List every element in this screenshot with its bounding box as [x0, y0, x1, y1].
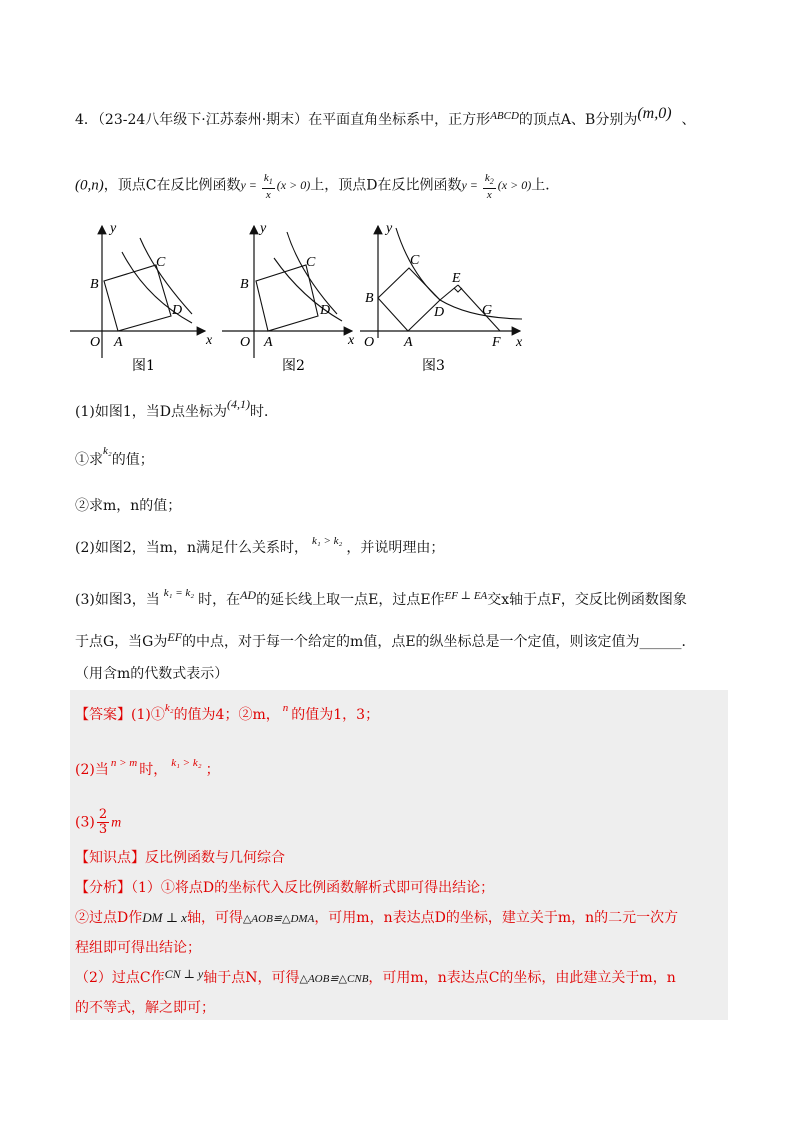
point-a-coord: (m,0) — [637, 105, 672, 122]
part-2-text: (2)如图2，当m，n满足什么关系时， — [75, 540, 309, 556]
question-text: ，顶点C在反比例函数 — [103, 177, 241, 194]
fig1-label-a: A — [114, 335, 123, 350]
fig1-caption: 图1 — [132, 358, 155, 374]
part-1-text-end: 时． — [249, 404, 278, 420]
fig1-curve-k1 — [140, 238, 192, 314]
k1-gt-k2: k₁ > k₂ — [312, 535, 343, 547]
answer-k2: k₂ — [164, 702, 174, 714]
analysis-dm-perp: DM ⊥ x — [142, 910, 187, 925]
fig3-line-ef — [458, 285, 500, 331]
k2-symbol: k₂ — [103, 445, 112, 457]
answer-text: (3) — [75, 814, 95, 831]
fig2-label-o: O — [240, 335, 251, 350]
answer-label: 【答案】 — [75, 707, 131, 723]
fig1-label-d: D — [172, 303, 183, 318]
question-text: 上． — [531, 177, 560, 194]
part-1-ii-text: ②求m，n的值； — [75, 498, 182, 514]
knowledge-point-line — [75, 848, 285, 868]
part-1-i-line — [75, 445, 154, 471]
part-3-line-2 — [75, 632, 696, 652]
analysis-cn-perp: CN ⊥ y — [164, 967, 204, 981]
answer-n: n — [282, 702, 289, 714]
answer-text: (2)当 — [75, 762, 109, 778]
fig2-curve-k1 — [287, 232, 337, 314]
part-1-ii-line — [75, 496, 181, 516]
fig2-label-x: x — [348, 333, 355, 348]
answer-n-gt-m: n > m — [110, 757, 138, 769]
question-line-2 — [75, 172, 559, 201]
analysis-text: （1）①将点D的坐标代入反比例函数解析式即可得出结论； — [131, 880, 495, 896]
fig3-square — [378, 268, 440, 331]
analysis-text: 轴于点N，可得 — [203, 970, 300, 986]
fig3-label-g: G — [482, 303, 493, 318]
knowledge-text: 反比例函数与几何综合 — [145, 850, 285, 866]
fig3-label-a: A — [404, 335, 413, 350]
question-text: 的顶点A、B分别为 — [518, 112, 638, 128]
fig2-caption: 图2 — [282, 358, 305, 374]
answer-k1-gt-k2: k₁ > k₂ — [171, 757, 202, 769]
answer-text: (1)① — [131, 707, 165, 723]
fig2-label-b: B — [240, 277, 249, 292]
analysis-text: （2）过点C作 — [75, 970, 165, 986]
part-3-text: 时，在 — [198, 592, 241, 608]
question-text: 、 — [681, 112, 696, 128]
part-3-line-3 — [75, 664, 228, 684]
analysis-text: 程组即可得出结论； — [75, 940, 201, 956]
part-1-text: (1)如图1，当D点坐标为 — [75, 404, 227, 420]
analysis-text: ，可用m，n表达点D的坐标，建立关于m，n的二元一次方 — [314, 910, 679, 926]
segment-ad: AD — [240, 588, 257, 602]
answer-line-3 — [75, 808, 121, 837]
analysis-text: 的不等式，解之即可； — [75, 1000, 215, 1016]
part-1-i-text-end: 的值； — [111, 452, 154, 468]
part-3-text: 的延长线上取一点E，过点E作 — [256, 592, 445, 608]
function-1: y = $\frac{k_1}{x}$ (x > 0) — [240, 172, 311, 202]
analysis-line-4 — [75, 968, 676, 989]
part-3-line-1 — [75, 587, 687, 611]
figures-svg — [60, 218, 540, 378]
question-number: 4． — [75, 112, 98, 128]
answer-text: 时， — [139, 762, 168, 778]
fig3-label-e: E — [452, 271, 461, 286]
part-3-text: （用含m的代数式表示） — [75, 666, 229, 682]
part-2-text-end: ，并说明理由； — [346, 540, 445, 556]
answer-line-2 — [75, 757, 220, 781]
fig2-label-y: y — [260, 221, 267, 236]
figure-2 — [222, 221, 355, 374]
answer-text: ； — [205, 762, 220, 778]
point-d-coord: (4,1) — [226, 397, 250, 411]
analysis-text: ②过点D作 — [75, 910, 143, 926]
fig3-label-y: y — [386, 221, 393, 236]
segment-ef: EF — [167, 630, 183, 644]
point-b-coord: (0,n) — [75, 177, 104, 194]
knowledge-label: 【知识点】 — [75, 850, 145, 866]
part-1-i-text: ①求 — [75, 452, 103, 468]
part-3-text: 的中点，对于每一个给定的m值，点E的纵坐标总是一个定值，则该定值为______． — [182, 634, 696, 650]
fig3-caption: 图3 — [422, 358, 445, 374]
analysis-line-5 — [75, 998, 215, 1018]
answer-fraction: $\frac{2}{3}$ — [98, 807, 108, 837]
fig2-label-d: D — [320, 303, 331, 318]
fig1-label-y: y — [110, 221, 117, 236]
fig3-label-d: D — [434, 305, 445, 320]
function-2: y = $\frac{k_2}{x}$ (x > 0) — [461, 172, 532, 202]
part-3-text: 交x轴于点F，交反比例函数图象 — [487, 592, 687, 608]
fig2-label-c: C — [306, 255, 316, 270]
analysis-text: ，可用m，n表达点C的坐标，由此建立关于m，n — [368, 970, 676, 986]
figure-1 — [70, 221, 213, 374]
fig3-right-angle — [454, 288, 462, 292]
question-source: （23-24八年级下·江苏泰州·期末） — [97, 112, 309, 128]
question-line-1 — [75, 105, 696, 131]
fig1-label-b: B — [90, 277, 99, 292]
part-3-text: (3)如图3，当 — [75, 592, 160, 608]
analysis-line-3 — [75, 938, 201, 958]
analysis-line-2 — [75, 908, 678, 929]
analysis-text: 轴，可得 — [186, 910, 243, 926]
answer-line-1 — [75, 702, 380, 726]
fig3-label-x: x — [516, 335, 523, 350]
answer-text: 的值为4；②m， — [173, 707, 280, 723]
part-3-text: 于点G，当G为 — [75, 634, 168, 650]
answer-m: m — [111, 815, 122, 831]
fig1-label-x: x — [206, 333, 213, 348]
k1-eq-k2: k₁ = k₂ — [163, 587, 195, 599]
figure-3 — [360, 221, 523, 374]
square-name: ABCD — [490, 110, 519, 122]
part-1-line — [75, 397, 278, 422]
analysis-label: 【分析】 — [75, 880, 131, 896]
question-text: 上，顶点D在反比例函数 — [310, 177, 462, 194]
fig1-label-c: C — [156, 255, 166, 270]
question-text: 在平面直角坐标系中，正方形 — [308, 112, 491, 128]
analysis-congruence-1: △AOB≌△DMA — [242, 913, 315, 925]
ef-perp-ea: EF ⊥ EA — [444, 590, 488, 602]
fig3-ad-extension — [440, 285, 458, 300]
analysis-congruence-2: △AOB≌△CNB — [299, 973, 369, 985]
fig3-label-c: C — [410, 253, 420, 268]
fig3-label-o: O — [364, 335, 375, 350]
answer-text: 的值为1，3； — [291, 707, 380, 723]
analysis-line-1 — [75, 878, 494, 898]
fig2-label-a: A — [264, 335, 273, 350]
part-2-line — [75, 535, 445, 559]
fig3-label-b: B — [365, 291, 374, 306]
fig1-label-o: O — [90, 335, 101, 350]
fig3-label-f: F — [492, 335, 501, 350]
